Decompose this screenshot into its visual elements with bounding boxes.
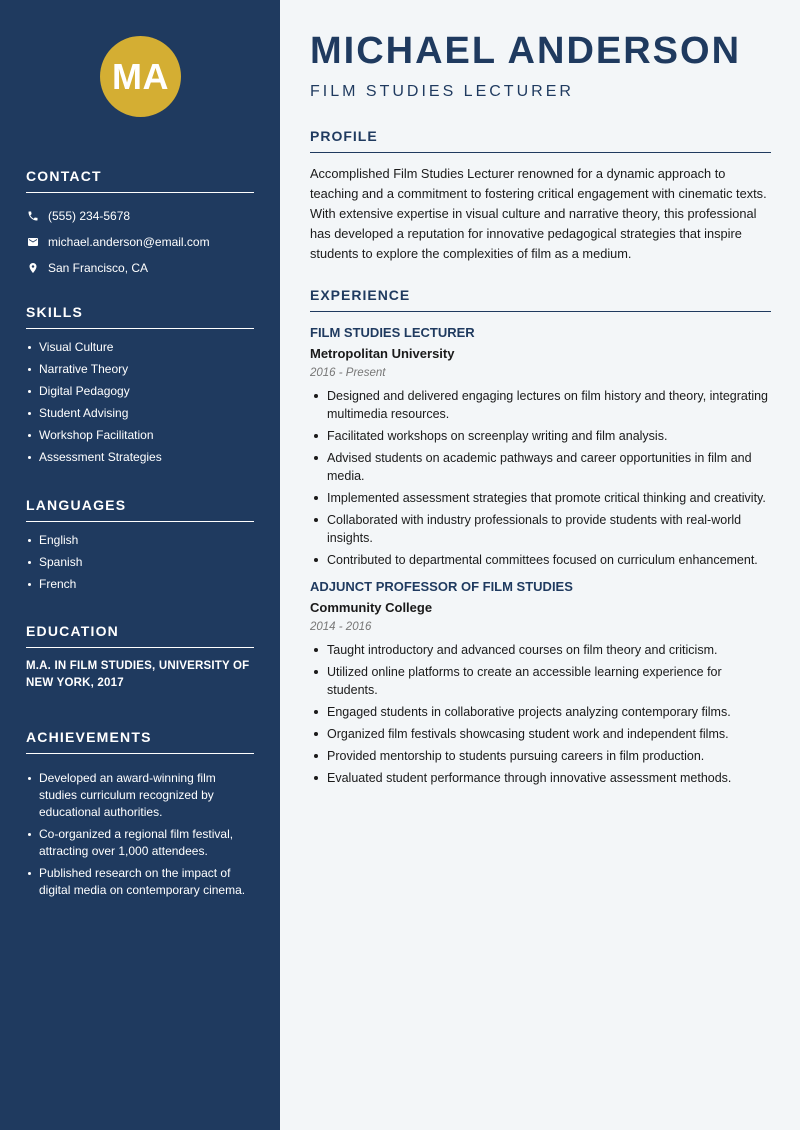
contact-list	[26, 203, 254, 281]
job-bullets	[310, 387, 771, 569]
job-bullet: Utilized online platforms to create an accessible learning experience for students.	[310, 663, 771, 699]
contact-phone-text: (555) 234-5678	[48, 209, 131, 223]
skill-item: Digital Pedagogy	[26, 383, 254, 400]
language-item: Spanish	[26, 554, 254, 571]
job-bullet: Evaluated student performance through innovative assessment methods.	[310, 769, 771, 787]
job-bullet: Facilitated workshops on screenplay writing and film analysis.	[310, 427, 771, 445]
job-bullet: Designed and delivered engaging lectures on film history and theory, integrating multimedia resources.	[310, 387, 771, 423]
skills-section	[26, 304, 254, 471]
profile-section	[310, 128, 771, 264]
achievements-list	[26, 770, 254, 899]
skills-heading: SKILLS	[26, 304, 254, 329]
job-bullets	[310, 641, 771, 787]
job-bullet: Contributed to departmental committees focused on curriculum enhancement.	[310, 551, 771, 569]
job-bullet: Organized film festivals showcasing student work and independent films.	[310, 725, 771, 743]
job-company: Metropolitan University	[310, 346, 455, 361]
contact-location	[26, 255, 254, 281]
profile-text: Accomplished Film Studies Lecturer renowned for a dynamic approach to teaching and a commitment to fostering critical engagement with cinematic texts. With extensive expertise in visual culture and narrative theory, this professional has developed a reputation for innovative pedagogical strategies that inspire students to explore the complexities of film as a medium.	[310, 166, 767, 261]
skill-item: Narrative Theory	[26, 361, 254, 378]
language-item: French	[26, 576, 254, 593]
contact-section	[26, 168, 254, 281]
email-icon	[26, 235, 40, 249]
job-dates: 2016 - Present	[310, 367, 386, 379]
skills-list	[26, 339, 254, 466]
sidebar	[0, 0, 280, 1130]
education-degree: M.A. IN FILM STUDIES, UNIVERSITY OF NEW YORK, 2017	[26, 660, 250, 689]
education-section	[26, 623, 254, 692]
achievement-item: Developed an award-winning film studies curriculum recognized by educational authorities.	[26, 770, 254, 821]
achievements-heading: ACHIEVEMENTS	[26, 729, 254, 754]
location-pin-icon	[26, 261, 40, 275]
job-company: Community College	[310, 600, 433, 615]
profile-heading: PROFILE	[310, 128, 771, 153]
education-heading: EDUCATION	[26, 623, 254, 648]
avatar: MA	[100, 36, 181, 117]
achievement-item: Co-organized a regional film festival, attracting over 1,000 attendees.	[26, 826, 254, 860]
experience-section	[310, 287, 771, 791]
achievements-section	[26, 729, 254, 904]
job-bullet: Engaged students in collaborative projects analyzing contemporary films.	[310, 703, 771, 721]
language-item: English	[26, 532, 254, 549]
contact-location-text: San Francisco, CA	[48, 261, 149, 275]
job-title: FILM STUDIES LECTURER	[310, 325, 475, 340]
job-bullet: Provided mentorship to students pursuing careers in film production.	[310, 747, 771, 765]
skill-item: Student Advising	[26, 405, 254, 422]
languages-section	[26, 497, 254, 598]
contact-email-text: michael.anderson@email.com	[48, 235, 210, 249]
job-bullet: Taught introductory and advanced courses on film theory and criticism.	[310, 641, 771, 659]
candidate-title: FILM STUDIES LECTURER	[310, 83, 574, 100]
job-entry	[310, 579, 771, 787]
candidate-name: MICHAEL ANDERSON	[310, 30, 742, 72]
skill-item: Assessment Strategies	[26, 449, 254, 466]
languages-list	[26, 532, 254, 593]
job-entry	[310, 325, 771, 569]
skill-item: Visual Culture	[26, 339, 254, 356]
contact-phone[interactable]	[26, 203, 254, 229]
job-title: ADJUNCT PROFESSOR OF FILM STUDIES	[310, 579, 573, 594]
experience-heading: EXPERIENCE	[310, 287, 771, 312]
languages-heading: LANGUAGES	[26, 497, 254, 522]
job-bullet: Collaborated with industry professionals to provide students with real-world insights.	[310, 511, 771, 547]
achievement-item: Published research on the impact of digital media on contemporary cinema.	[26, 865, 254, 899]
job-dates: 2014 - 2016	[310, 621, 372, 633]
skill-item: Workshop Facilitation	[26, 427, 254, 444]
contact-heading: CONTACT	[26, 168, 254, 193]
contact-email[interactable]	[26, 229, 254, 255]
job-bullet: Implemented assessment strategies that promote critical thinking and creativity.	[310, 489, 771, 507]
job-bullet: Advised students on academic pathways and career opportunities in film and media.	[310, 449, 771, 485]
phone-icon	[26, 209, 40, 223]
